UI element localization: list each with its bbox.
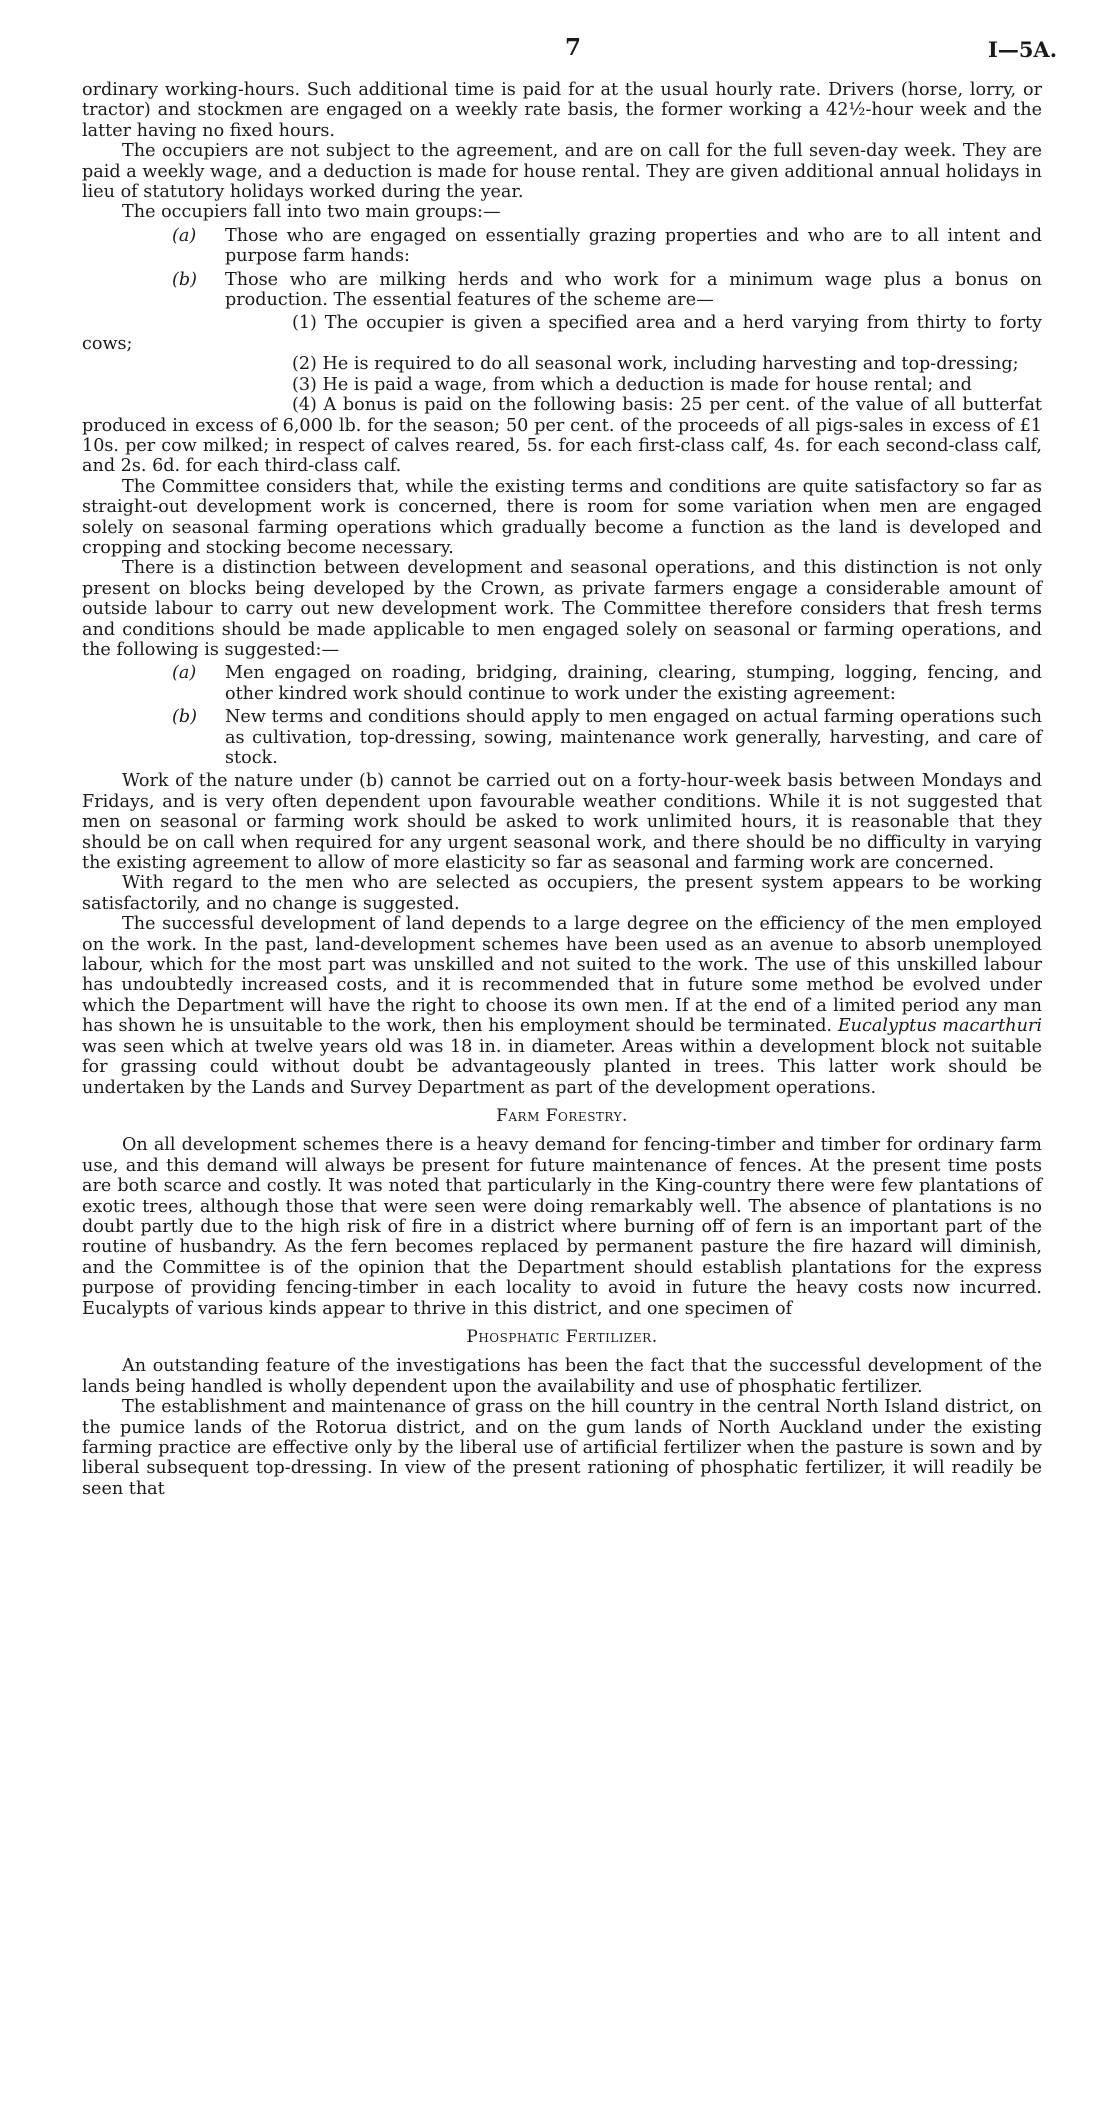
list-item-marker: (a) [172, 225, 197, 246]
section-heading: Farm Forestry. [496, 1105, 628, 1126]
paragraph: The occupiers are not subject to the agreement, and are on call for the full seven-day week. They are paid a weekly wage, and a deduction is made for house rental. They are given additional annual holidays in lieu of statutory holidays worked during the year. [82, 141, 1042, 203]
list-item-text: Those who are milking herds and who work for a minimum wage plus a bonus on production. The essential features of the scheme are— [225, 269, 1042, 311]
page-number: 7 [565, 34, 582, 61]
sub-list-item: (1) The occupier is given a specified area and a herd varying from thirty to forty cows; [82, 313, 1042, 354]
list-item-text: Men engaged on roading, bridging, draining, clearing, stumping, logging, fencing, and other kindred work should continue to work under the existing agreement: [225, 663, 1042, 704]
list-item-text: Those who are engaged on essentially grazing properties and who are to all intent and purpose farm hands: [225, 225, 1042, 267]
list-item [82, 663, 1042, 704]
paragraph: ordinary working-hours. Such additional time is paid for at the usual hourly rate. Drivers (horse, lorry, or tractor) and stockmen are engaged on a weekly rate basis, the former working a 42½-hour week and the latter having no fixed hours. [82, 80, 1042, 141]
paragraph: The occupiers fall into two main groups:— [122, 202, 501, 223]
sub-list-item: (3) He is paid a wage, from which a deduction is made for house rental; and [292, 374, 972, 395]
list-item [82, 226, 1042, 267]
section-heading: Phosphatic Fertilizer. [466, 1326, 658, 1347]
paragraph: The establishment and maintenance of grass on the hill country in the central North Island district, on the pumice lands of the Rotorua district, and on the gum lands of North Auckland under the existing farming practice are effective only by the liberal use of artificial fertilizer when the pasture is sown and by liberal subsequent top-dressing. In view of the present rationing of phosphatic fertilizer, it will readily be seen that [82, 1397, 1042, 1499]
paragraph: There is a distinction between development and seasonal operations, and this distinction is not only present on blocks being developed by the Crown, as private farmers engage a considerable amount of outside labour to carry out new development work. The Committee therefore considers that fresh terms and conditions should be made applicable to men engaged solely on seasonal or farming operations, and the following is suggested:— [82, 558, 1042, 660]
paragraph-text-continued: was seen which at twelve years old was 18 in. in diameter. Areas within a development block not suitable for grassing could without doubt be advantageously planted in trees. This latter work should be undertaken by the Lands and Survey Department as part of the development operations. [82, 1036, 1042, 1098]
paragraph: The Committee considers that, while the existing terms and conditions are quite satisfactory so far as straight-out development work is concerned, there is room for some variation when men are engaged solely on seasonal farming operations which gradually become a function as the land is developed and cropping and stocking become necessary. [82, 476, 1042, 558]
list-item-marker: (a) [172, 663, 197, 684]
paragraph [82, 914, 1042, 1098]
page-header [0, 34, 1114, 68]
list-item [82, 707, 1042, 768]
list-item-marker: (b) [172, 707, 197, 728]
list-item-text: New terms and conditions should apply to men engaged on actual farming operations such as cultivation, top-dressing, sowing, maintenance work generally, harvesting, and care of stock. [225, 707, 1042, 768]
paragraph: An outstanding feature of the investigations has been the fact that the successful development of the lands being handled is wholly dependent upon the availability and use of phosphatic fertilizer. [82, 1356, 1042, 1397]
species-name: Eucalyptus macarthuri [837, 1016, 1042, 1037]
paragraph: On all development schemes there is a heavy demand for fencing-timber and timber for ordinary farm use, and this demand will always be present for future maintenance of fences. At the present time posts are both scarce and costly. It was noted that particularly in the King-country there were few plantations of exotic trees, although those that were seen were doing remarkably well. The absence of plantations is no doubt partly due to the high risk of fire in a district where burning off of fern is an important part of the routine of husbandry. As the fern becomes replaced by permanent pasture the fire hazard will diminish, and the Committee is of the opinion that the Department should establish plantations for the express purpose of providing fencing-timber in each locality to avoid in future the heavy costs now incurred. Eucalypts of various kinds appear to thrive in this district, and one specimen of [82, 1135, 1042, 1319]
sub-list-item: (2) He is required to do all seasonal work, including harvesting and top-dressing; [292, 354, 1019, 375]
list-item [82, 270, 1042, 311]
sub-list-item: (4) A bonus is paid on the following basis: 25 per cent. of the value of all butterfat produced in excess of 6,000 lb. for the season; 50 per cent. of the proceeds of all pigs-sales in excess of £1 10s. per cow milked; in respect of calves reared, 5s. for each first-class calf, 4s. for each second-class calf, and 2s. 6d. for each third-class calf. [82, 395, 1042, 477]
paragraph-text: The successful development of land depends to a large degree on the efficiency of the men employed on the work. In the past, land-development schemes have been used as an avenue to absorb unemployed labour, which for the most part was unskilled and not suited to the work. The use of this unskilled labour has undoubtedly increased costs, and it is recommended that in future some method be evolved under which the Department will have the right to choose its own men. If at the end of a limited period any man has shown he is unsuitable to the work, then his employment should be terminated. [82, 914, 1042, 1037]
paragraph: With regard to the men who are selected as occupiers, the present system appears to be working satisfactorily, and no change is suggested. [82, 873, 1042, 914]
list-item-marker: (b) [172, 269, 197, 290]
document-body [82, 80, 1042, 1499]
paragraph: Work of the nature under (b) cannot be carried out on a forty-hour-week basis between Mondays and Fridays, and is very often dependent upon favourable weather conditions. While it is not suggested that men on seasonal or farming work should be asked to work unlimited hours, it is reasonable that they should be on call when required for any urgent seasonal work, and there should be no difficulty in varying the existing agreement to allow of more elasticity so far as seasonal and farming work are concerned. [82, 771, 1042, 874]
document-reference: I—5A. [988, 37, 1058, 62]
